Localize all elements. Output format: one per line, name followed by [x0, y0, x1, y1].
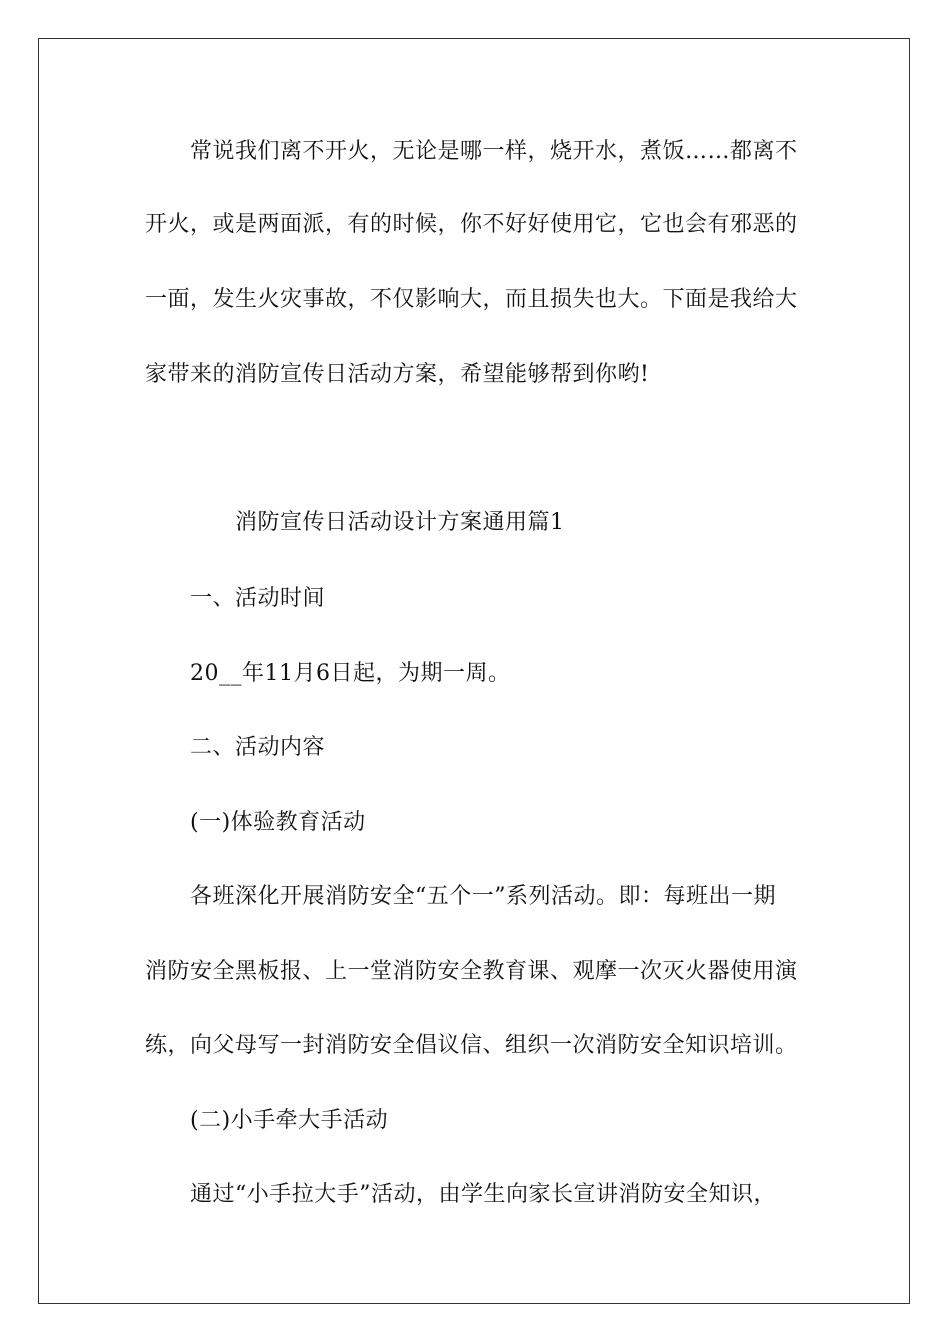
section-heading-time: 一、活动时间: [190, 586, 326, 611]
intro-line-2: 开火，或是两面派，有的时候，你不好好使用它，它也会有邪恶的: [145, 212, 798, 237]
intro-line-1: 常说我们离不开火，无论是哪一样，烧开水，煮饭……都离不: [190, 139, 798, 164]
subsection-heading-hand-in-hand: (二)小手牵大手活动: [190, 1108, 389, 1133]
document-title: 消防宣传日活动设计方案通用篇1: [235, 510, 565, 535]
intro-line-3: 一面，发生火灾事故，不仅影响大，而且损失也大。下面是我给大: [145, 287, 798, 312]
subsection-heading-experience: (一)体验教育活动: [190, 810, 366, 835]
subsection-text-line-1: 各班深化开展消防安全“五个一”系列活动。即：每班出一期: [190, 884, 776, 909]
subsection-text-hand-line-1: 通过“小手拉大手”活动，由学生向家长宣讲消防安全知识，: [190, 1182, 776, 1207]
subsection-text-line-2: 消防安全黑板报、上一堂消防安全教育课、观摩一次灭火器使用演: [145, 959, 798, 984]
subsection-text-line-3: 练，向父母写一封消防安全倡议信、组织一次消防安全知识培训。: [145, 1033, 798, 1058]
section-heading-content: 二、活动内容: [190, 735, 326, 760]
intro-line-4: 家带来的消防宣传日活动方案，希望能够帮到你哟!: [145, 362, 650, 387]
section-text-time: 20__年11月6日起，为期一周。: [190, 661, 511, 686]
